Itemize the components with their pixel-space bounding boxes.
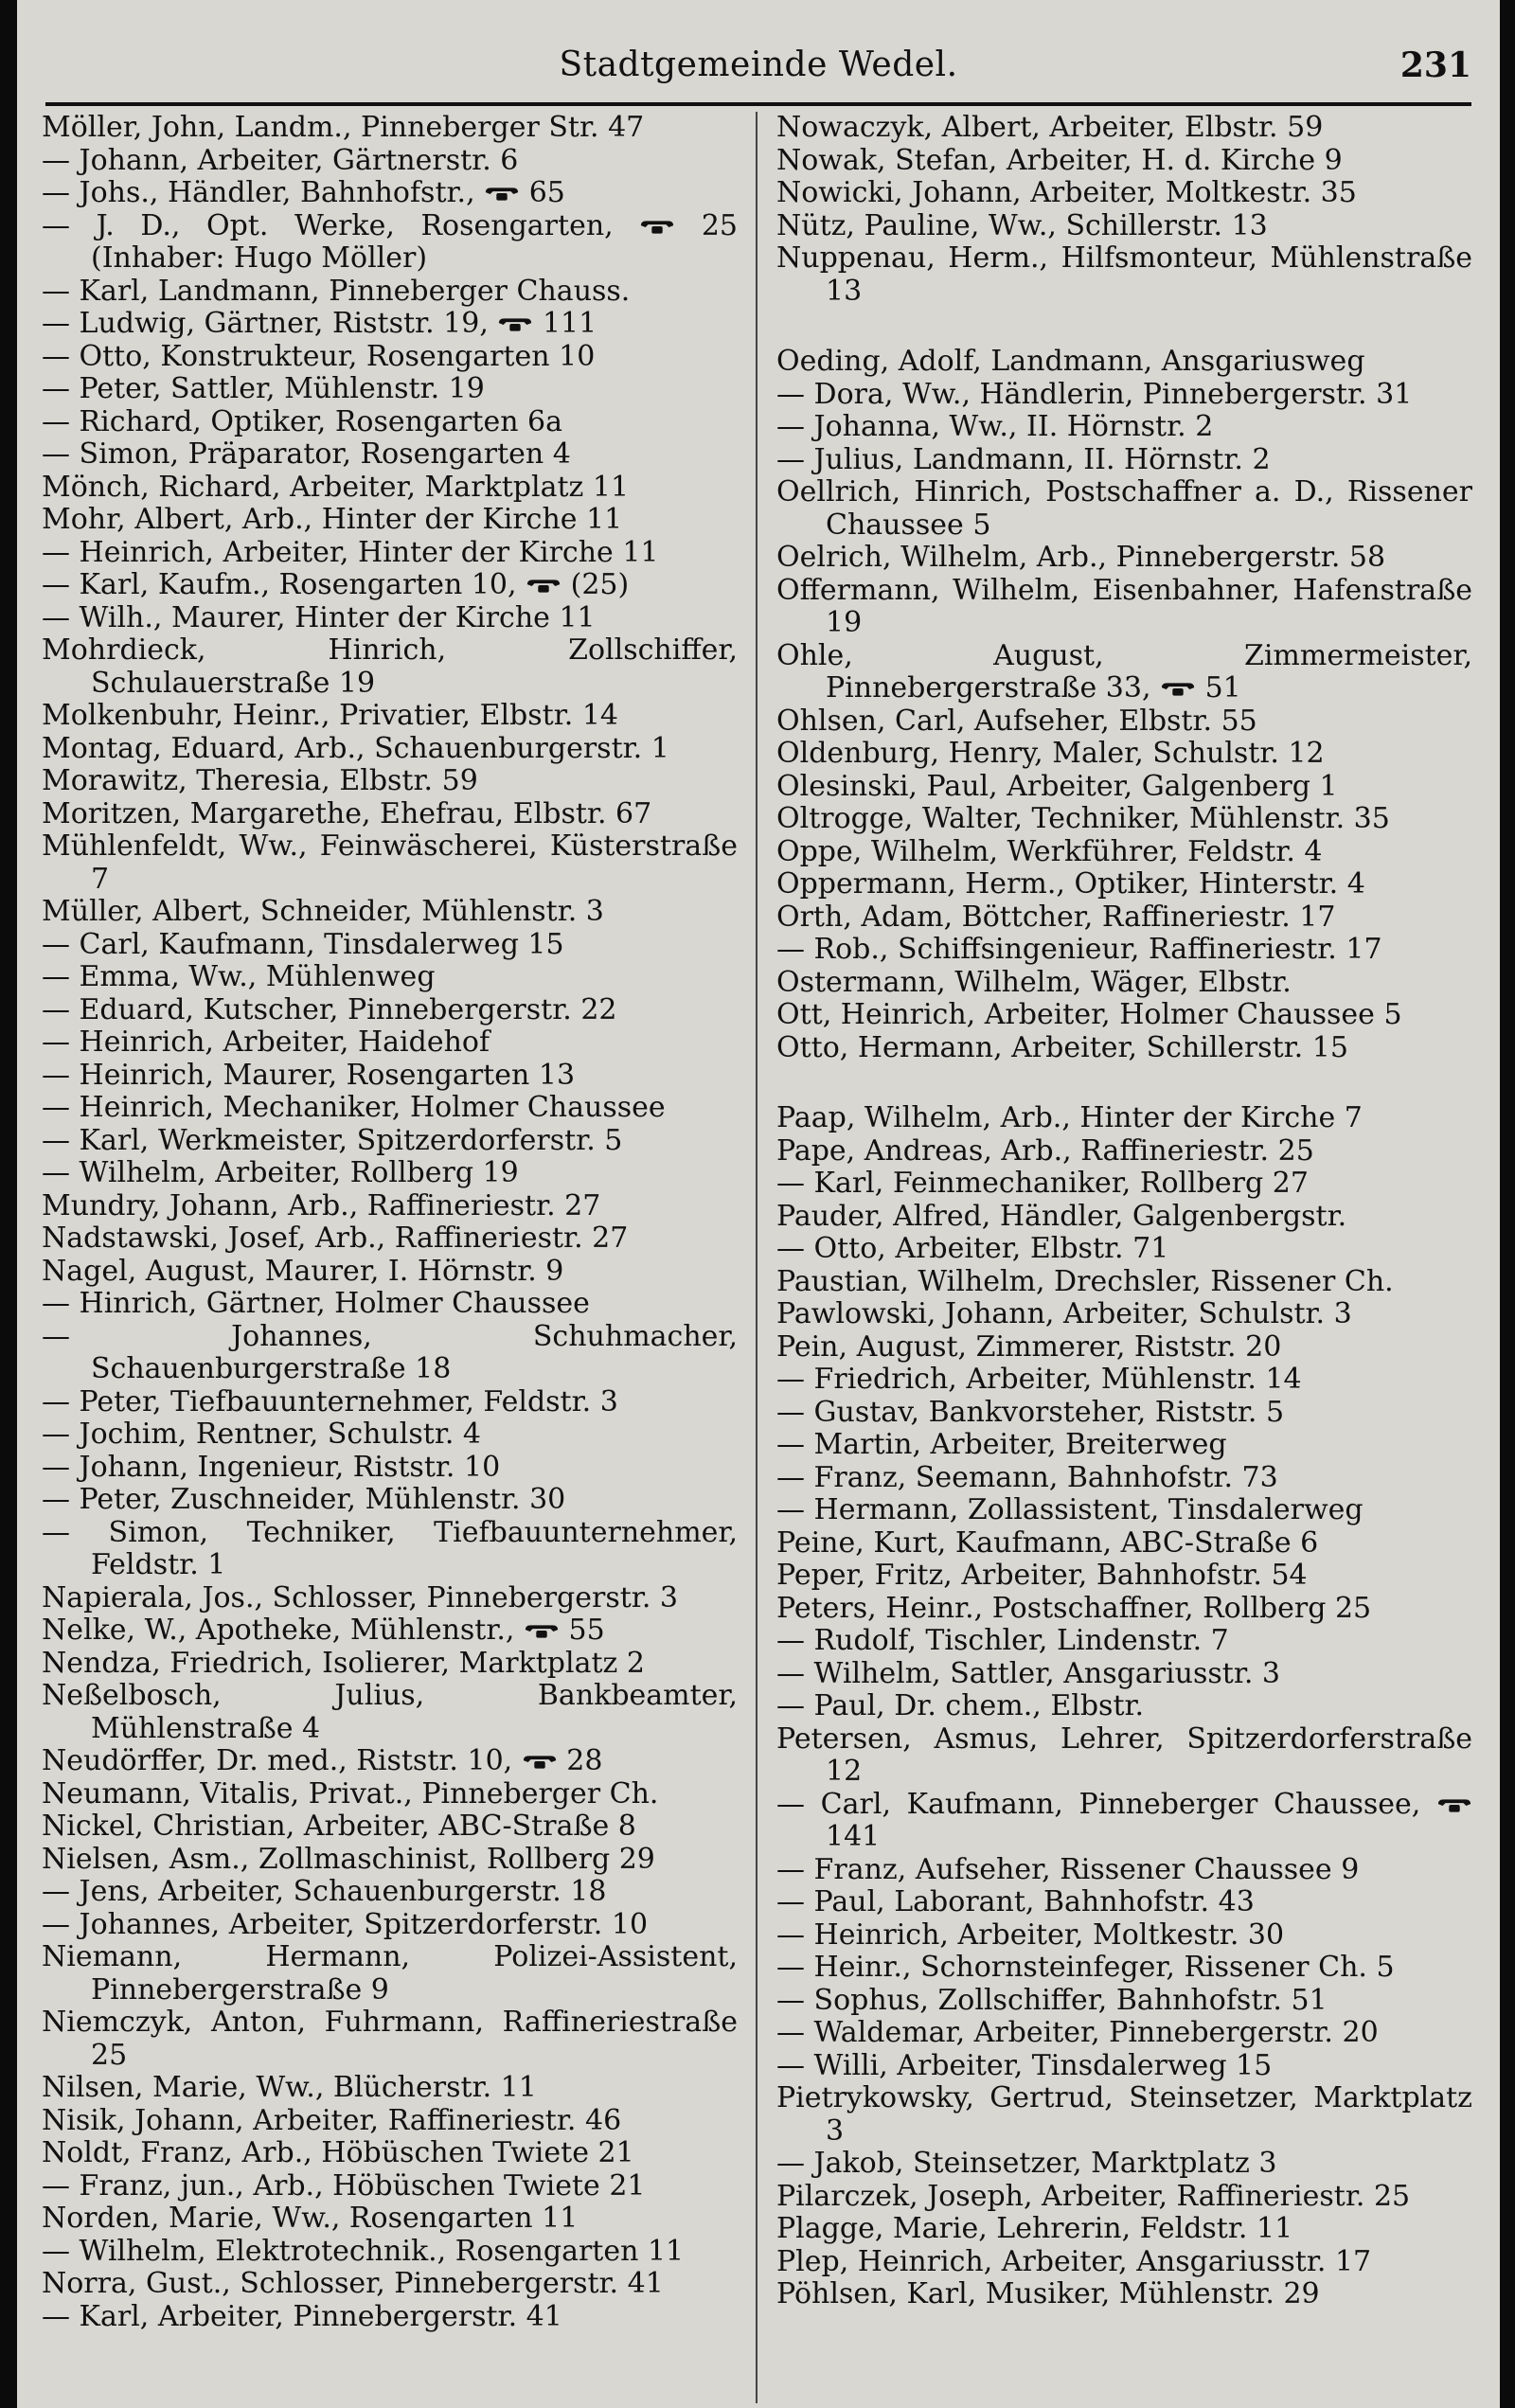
directory-entry: Nelke, W., Apotheke, Mühlenstr., 55 xyxy=(42,1614,605,1647)
directory-entry: — Willi, Arbeiter, Tinsdalerweg 15 xyxy=(776,2048,1273,2082)
directory-entry: — Jens, Arbeiter, Schauenburgerstr. 18 xyxy=(42,1875,607,1908)
directory-entry: — Heinrich, Arbeiter, Hinter der Kirche 11 xyxy=(42,535,659,569)
directory-entry: — Johannes, Arbeiter, Spitzerdorferstr. 10 xyxy=(42,1907,649,1941)
section-gap xyxy=(776,1064,1472,1102)
directory-entry: — Peter, Zuschneider, Mühlenstr. 30 xyxy=(42,1483,566,1516)
directory-entry: Pilarczek, Joseph, Arbeiter, Raffineriestr. 25 xyxy=(776,2179,1411,2213)
telephone-icon xyxy=(484,186,520,203)
page-header xyxy=(45,45,1471,102)
directory-entry: — Karl, Landmann, Pinneberger Chauss. xyxy=(42,274,631,308)
directory-entry: Pietrykowsky, Gertrud, Steinsetzer, Marktplatz 3 xyxy=(776,2081,1472,2148)
directory-entry: Oltrogge, Walter, Techniker, Mühlenstr. 35 xyxy=(776,802,1390,835)
directory-entry: — Simon, Präparator, Rosengarten 4 xyxy=(42,437,571,471)
directory-entry: — Wilhelm, Arbeiter, Rollberg 19 xyxy=(42,1156,519,1189)
directory-entry: Paustian, Wilhelm, Drechsler, Rissener Ch. xyxy=(776,1264,1394,1298)
directory-entry: — Ludwig, Gärtner, Riststr. 19, 111 xyxy=(42,307,597,340)
directory-entry: Ott, Heinrich, Arbeiter, Holmer Chaussee 5 xyxy=(776,998,1402,1031)
directory-entry: — Johann, Ingenieur, Riststr. 10 xyxy=(42,1450,501,1484)
section-gap xyxy=(776,308,1472,346)
directory-entry: — Johs., Händler, Bahnhofstr., 65 xyxy=(42,176,565,209)
directory-entry: Nendza, Friedrich, Isolierer, Marktplatz 2 xyxy=(42,1646,645,1680)
directory-entry: — Martin, Arbeiter, Breiterweg xyxy=(776,1428,1227,1461)
directory-entry: — Heinr., Schornsteinfeger, Rissener Ch. 5 xyxy=(776,1951,1395,1984)
directory-entry: — Jochim, Rentner, Schulstr. 4 xyxy=(42,1418,482,1451)
directory-entry: Paap, Wilhelm, Arb., Hinter der Kirche 7 xyxy=(776,1101,1363,1134)
directory-entry: Pauder, Alfred, Händler, Galgenbergstr. xyxy=(776,1199,1347,1233)
telephone-icon xyxy=(497,316,533,333)
directory-entry: Neudörffer, Dr. med., Riststr. 10, 28 xyxy=(42,1744,603,1777)
directory-entry: Petersen, Asmus, Lehrer, Spitzerdorferstraße 12 xyxy=(776,1721,1472,1788)
directory-entry: Pape, Andreas, Arb., Raffineriestr. 25 xyxy=(776,1133,1314,1168)
directory-entry: — Gustav, Bankvorsteher, Riststr. 5 xyxy=(776,1395,1285,1429)
page-title: Stadtgemeinde Wedel. xyxy=(559,45,958,84)
directory-entry: — Richard, Optiker, Rosengarten 6a xyxy=(42,404,563,438)
telephone-icon xyxy=(1436,1797,1472,1814)
directory-entry: Plagge, Marie, Lehrerin, Feldstr. 11 xyxy=(776,2212,1293,2245)
directory-entry: — Johannes, Schuhmacher, Schauenburgerstraße 18 xyxy=(42,1319,738,1385)
directory-entry: Nowak, Stefan, Arbeiter, H. d. Kirche 9 xyxy=(776,143,1343,177)
directory-entry: Neßelbosch, Julius, Bankbeamter, Mühlenstraße 4 xyxy=(42,1679,738,1745)
directory-entry: Plep, Heinrich, Arbeiter, Ansgariusstr. 17 xyxy=(776,2244,1372,2278)
directory-entry: — Friedrich, Arbeiter, Mühlenstr. 14 xyxy=(776,1363,1302,1396)
telephone-icon xyxy=(1160,681,1196,698)
directory-entry: Nisik, Johann, Arbeiter, Raffineriestr. 46 xyxy=(42,2103,622,2137)
directory-entry: Niemczyk, Anton, Fuhrmann, Raffineriestraße 25 xyxy=(42,2006,738,2072)
left-column xyxy=(42,112,738,2333)
directory-entry: Niemann, Hermann, Polizei-Assistent, Pinnebergerstraße 9 xyxy=(42,1940,738,2007)
directory-entry: Oeding, Adolf, Landmann, Ansgariusweg xyxy=(776,345,1365,378)
directory-entry: Napierala, Jos., Schlosser, Pinnebergerstr. 3 xyxy=(42,1580,678,1614)
directory-entry: Nilsen, Marie, Ww., Blücherstr. 11 xyxy=(42,2071,537,2104)
directory-entry: — Franz, Aufseher, Rissener Chaussee 9 xyxy=(776,1852,1360,1886)
directory-entry: Peper, Fritz, Arbeiter, Bahnhofstr. 54 xyxy=(776,1559,1308,1592)
directory-page xyxy=(17,0,1500,2408)
telephone-icon xyxy=(524,1623,560,1640)
column-divider xyxy=(756,112,758,2403)
directory-entry: — Paul, Laborant, Bahnhofstr. 43 xyxy=(776,1885,1255,1918)
directory-entry: — Carl, Kaufmann, Pinneberger Chaussee, 141 xyxy=(776,1789,1472,1854)
directory-entry: Oelrich, Wilhelm, Arb., Pinnebergerstr. 58 xyxy=(776,541,1386,574)
directory-entry: — Heinrich, Maurer, Rosengarten 13 xyxy=(42,1058,576,1092)
directory-entry: — Karl, Feinmechaniker, Rollberg 27 xyxy=(776,1167,1309,1200)
directory-entry: — Hinrich, Gärtner, Holmer Chaussee xyxy=(42,1287,590,1320)
directory-entry: Pöhlsen, Karl, Musiker, Mühlenstr. 29 xyxy=(776,2277,1320,2310)
directory-entry: — Karl, Arbeiter, Pinnebergerstr. 41 xyxy=(42,2299,562,2333)
directory-entry: — Peter, Sattler, Mühlenstr. 19 xyxy=(42,372,485,405)
directory-entry: Nütz, Pauline, Ww., Schillerstr. 13 xyxy=(776,208,1268,242)
directory-entry: — Julius, Landmann, II. Hörnstr. 2 xyxy=(776,442,1271,476)
directory-entry: Nielsen, Asm., Zollmaschinist, Rollberg 29 xyxy=(42,1842,655,1876)
directory-entry: Norden, Marie, Ww., Rosengarten 11 xyxy=(42,2202,579,2235)
directory-entry: Molkenbuhr, Heinr., Privatier, Elbstr. 14 xyxy=(42,699,618,732)
directory-entry: Olesinski, Paul, Arbeiter, Galgenberg 1 xyxy=(776,769,1338,803)
directory-entry: Mühlenfeldt, Ww., Feinwäscherei, Küsterstraße 7 xyxy=(42,829,738,896)
directory-entry: — Rudolf, Tischler, Lindenstr. 7 xyxy=(776,1624,1229,1657)
directory-entry: — Carl, Kaufmann, Tinsdalerweg 15 xyxy=(42,927,564,961)
directory-entry: — J. D., Opt. Werke, Rosengarten, 25 (Inhaber: Hugo Möller) xyxy=(42,208,738,275)
header-rule xyxy=(45,102,1471,106)
directory-entry: Nagel, August, Maurer, I. Hörnstr. 9 xyxy=(42,1254,564,1288)
directory-entry: Mohrdieck, Hinrich, Zollschiffer, Schulauerstraße 19 xyxy=(42,633,738,700)
directory-entry: Orth, Adam, Böttcher, Raffineriestr. 17 xyxy=(776,900,1336,934)
directory-entry: — Emma, Ww., Mühlenweg xyxy=(42,960,436,993)
directory-entry: — Heinrich, Arbeiter, Haidehof xyxy=(42,1026,490,1059)
directory-entry: Mönch, Richard, Arbeiter, Marktplatz 11 xyxy=(42,470,630,504)
directory-entry: Mohr, Albert, Arb., Hinter der Kirche 11 xyxy=(42,503,623,536)
directory-entry: Pein, August, Zimmerer, Riststr. 20 xyxy=(776,1329,1282,1364)
directory-entry: — Rob., Schiffsingenieur, Raffineriestr. 17 xyxy=(776,933,1382,966)
directory-entry: Offermann, Wilhelm, Eisenbahner, Hafenstraße 19 xyxy=(776,573,1472,639)
directory-entry: Oldenburg, Henry, Maler, Schulstr. 12 xyxy=(776,737,1325,770)
directory-entry: — Paul, Dr. chem., Elbstr. xyxy=(776,1689,1145,1722)
directory-entry: — Johann, Arbeiter, Gärtnerstr. 6 xyxy=(42,143,519,177)
directory-entry: Nadstawski, Josef, Arb., Raffineriestr. 27 xyxy=(42,1222,629,1255)
telephone-icon xyxy=(526,578,561,595)
directory-entry: — Johanna, Ww., II. Hörnstr. 2 xyxy=(776,410,1214,443)
directory-entry: Möller, John, Landm., Pinneberger Str. 47 xyxy=(42,111,645,144)
directory-entry: — Heinrich, Arbeiter, Moltkestr. 30 xyxy=(776,1917,1285,1952)
directory-entry: Neumann, Vitalis, Privat., Pinneberger Ch. xyxy=(42,1776,659,1810)
directory-entry: Pawlowski, Johann, Arbeiter, Schulstr. 3 xyxy=(776,1297,1352,1330)
right-column xyxy=(776,112,1472,2311)
directory-entry: — Peter, Tiefbauunternehmer, Feldstr. 3 xyxy=(42,1384,618,1418)
directory-entry: Otto, Hermann, Arbeiter, Schillerstr. 15 xyxy=(776,1030,1348,1064)
directory-entry: Ostermann, Wilhelm, Wäger, Elbstr. xyxy=(776,965,1292,999)
page-number: 231 xyxy=(1399,45,1471,85)
directory-entry: Morawitz, Theresia, Elbstr. 59 xyxy=(42,764,478,797)
directory-entry: — Wilhelm, Sattler, Ansgariusstr. 3 xyxy=(776,1656,1281,1690)
directory-entry: — Eduard, Kutscher, Pinnebergerstr. 22 xyxy=(42,992,617,1026)
telephone-icon xyxy=(639,219,675,236)
directory-entry: Mundry, Johann, Arb., Raffineriestr. 27 xyxy=(42,1188,601,1222)
directory-entry: Oppermann, Herm., Optiker, Hinterstr. 4 xyxy=(776,867,1365,901)
directory-entry: Norra, Gust., Schlosser, Pinnebergerstr. 41 xyxy=(42,2267,664,2300)
directory-entry: Ohlsen, Carl, Aufseher, Elbstr. 55 xyxy=(776,704,1257,738)
directory-entry: — Simon, Techniker, Tiefbauunternehmer, Feldstr. 1 xyxy=(42,1515,738,1581)
directory-entry: — Franz, Seemann, Bahnhofstr. 73 xyxy=(776,1460,1278,1494)
directory-entry: — Hermann, Zollassistent, Tinsdalerweg xyxy=(776,1493,1364,1526)
directory-entry: Montag, Eduard, Arb., Schauenburgerstr. 1 xyxy=(42,731,669,765)
directory-entry: Nuppenau, Herm., Hilfsmonteur, Mühlenstraße 13 xyxy=(776,241,1472,308)
directory-entry: — Sophus, Zollschiffer, Bahnhofstr. 51 xyxy=(776,1983,1328,2017)
directory-entry: Peters, Heinr., Postschaffner, Rollberg 25 xyxy=(776,1591,1372,1625)
telephone-icon xyxy=(522,1754,558,1771)
directory-entry: — Otto, Konstrukteur, Rosengarten 10 xyxy=(42,339,596,373)
directory-entry: Peine, Kurt, Kaufmann, ABC-Straße 6 xyxy=(776,1525,1319,1560)
directory-entry: Oppe, Wilhelm, Werkführer, Feldstr. 4 xyxy=(776,834,1323,868)
directory-entry: — Dora, Ww., Händlerin, Pinnebergerstr. 31 xyxy=(776,377,1413,411)
directory-entry: — Franz, jun., Arb., Höbüschen Twiete 21 xyxy=(42,2168,646,2203)
directory-entry: Nowicki, Johann, Arbeiter, Moltkestr. 35 xyxy=(776,176,1357,209)
directory-entry: Oellrich, Hinrich, Postschaffner a. D., Rissener Chaussee 5 xyxy=(776,475,1472,542)
directory-entry: — Wilhelm, Elektrotechnik., Rosengarten 11 xyxy=(42,2234,685,2268)
directory-entry: Nowaczyk, Albert, Arbeiter, Elbstr. 59 xyxy=(776,111,1324,144)
directory-entry: — Wilh., Maurer, Hinter der Kirche 11 xyxy=(42,600,596,634)
directory-entry: — Jakob, Steinsetzer, Marktplatz 3 xyxy=(776,2147,1277,2180)
directory-entry: — Karl, Werkmeister, Spitzerdorferstr. 5 xyxy=(42,1123,623,1157)
directory-entry: — Karl, Kaufm., Rosengarten 10, (25) xyxy=(42,568,630,601)
directory-entry: Noldt, Franz, Arb., Höbüschen Twiete 21 xyxy=(42,2136,634,2169)
directory-entry: — Heinrich, Mechaniker, Holmer Chaussee xyxy=(42,1091,666,1124)
directory-entry: — Waldemar, Arbeiter, Pinnebergerstr. 20 xyxy=(776,2016,1379,2049)
directory-entry: Nickel, Christian, Arbeiter, ABC-Straße 8 xyxy=(42,1810,636,1843)
directory-entry: Müller, Albert, Schneider, Mühlenstr. 3 xyxy=(42,895,604,928)
directory-entry: Moritzen, Margarethe, Ehefrau, Elbstr. 67 xyxy=(42,796,652,830)
directory-entry: Ohle, August, Zimmermeister, Pinnebergerstraße 33, 51 xyxy=(776,638,1472,705)
directory-entry: — Otto, Arbeiter, Elbstr. 71 xyxy=(776,1232,1169,1265)
